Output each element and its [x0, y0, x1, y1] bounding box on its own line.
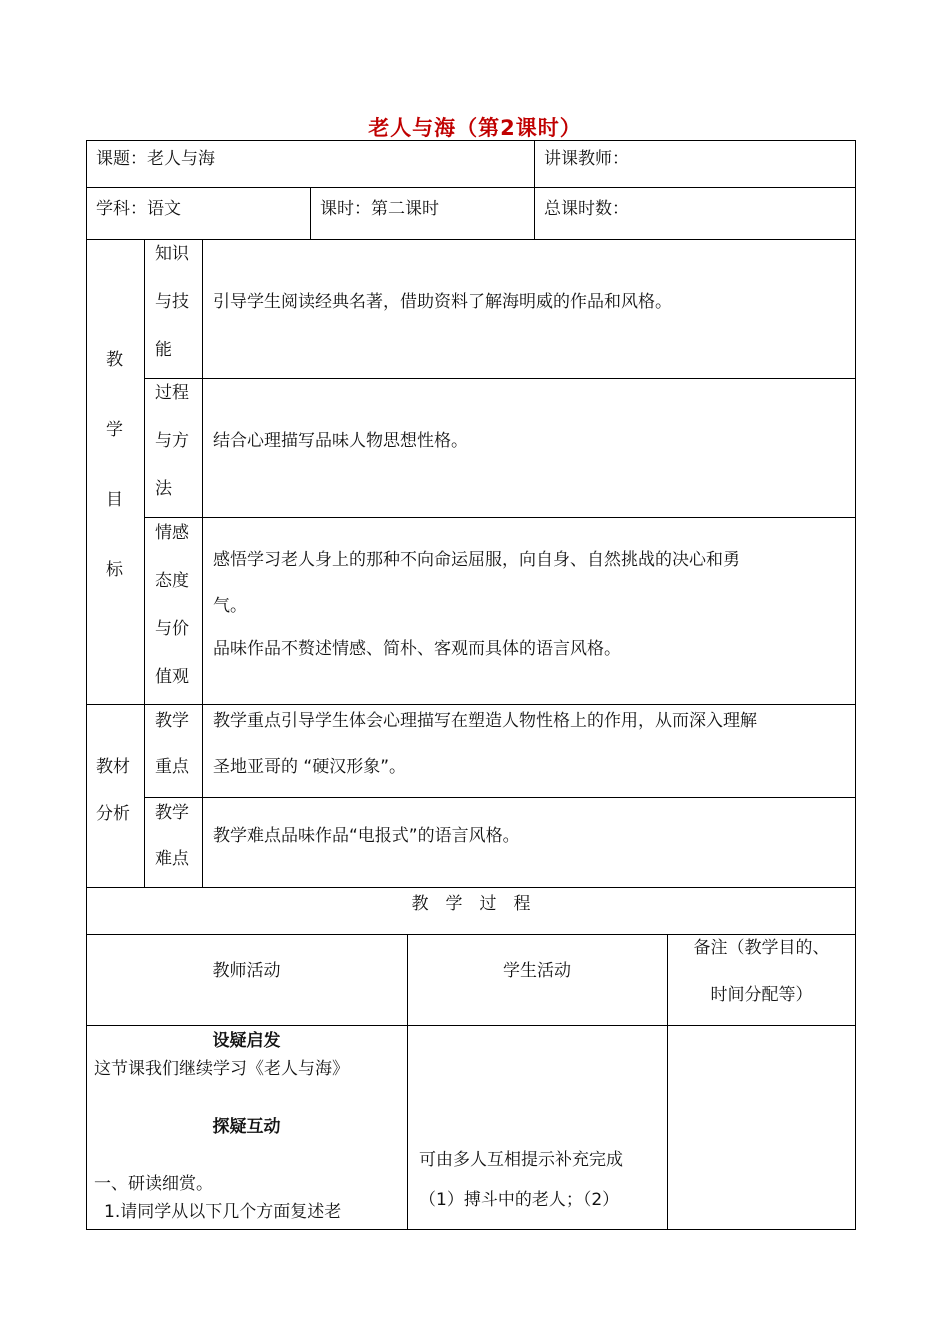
notes-header: 时间分配等）: [710, 985, 813, 1005]
page-title: 老人与海（第2课时）: [368, 116, 582, 140]
teacher-text: 一、研读细赏。: [94, 1174, 213, 1194]
difficulty-label: 教学: [155, 803, 189, 823]
key-point-text: 圣地亚哥的 “硬汉形象”。: [213, 757, 407, 777]
goal-label-emotion: 态度: [155, 571, 189, 591]
topic-cell: 课题：老人与海: [96, 149, 215, 169]
teacher-text: 1.请同学从以下几个方面复述老: [104, 1202, 342, 1222]
goal-label-process: 与方: [155, 431, 189, 451]
goal-label-emotion: 值观: [155, 667, 189, 687]
teacher-cell: 讲课教师：: [544, 149, 629, 169]
goals-label-char: 标: [106, 560, 123, 580]
key-point-text: 教学重点引导学生体会心理描写在塑造人物性格上的作用，从而深入理解: [213, 711, 757, 731]
student-text: （1）搏斗中的老人；（2）: [419, 1190, 620, 1210]
total-periods-cell: 总课时数：: [544, 199, 629, 219]
analysis-label: 分析: [96, 804, 130, 824]
goal-label-process: 过程: [155, 383, 189, 403]
student-text: 可由多人互相提示补充完成: [419, 1150, 623, 1170]
student-activity-header: 学生活动: [503, 961, 571, 981]
goal-label-knowledge: 知识: [155, 244, 189, 264]
key-point-label: 重点: [155, 757, 189, 777]
analysis-label: 教材: [96, 757, 130, 777]
difficulty-label: 难点: [155, 849, 189, 869]
section-title-explore: 探疑互动: [212, 1117, 281, 1137]
difficulty-text: 教学难点品味作品“电报式”的语言风格。: [213, 826, 520, 846]
period-cell: 课时：第二课时: [320, 199, 439, 219]
goal-text-process: 结合心理描写品味人物思想性格。: [213, 431, 468, 451]
goal-text-emotion: 品味作品不赘述情感、简朴、客观而具体的语言风格。: [213, 639, 621, 659]
goal-label-knowledge: 与技: [155, 292, 189, 312]
goal-label-knowledge: 能: [155, 340, 172, 360]
subject-cell: 学科：语文: [96, 199, 181, 219]
goals-label-char: 学: [106, 420, 123, 440]
teacher-text: 这节课我们继续学习《老人与海》: [94, 1059, 349, 1079]
goals-label-char: 目: [106, 490, 123, 510]
teacher-activity-header: 教师活动: [212, 961, 281, 981]
notes-header: 备注（教学目的、: [693, 938, 830, 958]
goal-label-process: 法: [155, 479, 172, 499]
goals-label-char: 教: [106, 350, 123, 370]
process-heading: 教 学 过 程: [411, 894, 531, 914]
key-point-label: 教学: [155, 711, 189, 731]
goal-text-knowledge: 引导学生阅读经典名著，借助资料了解海明威的作品和风格。: [213, 292, 672, 312]
goal-label-emotion: 情感: [155, 523, 189, 543]
lesson-plan-table: [86, 140, 856, 1230]
section-title-inspire: 设疑启发: [212, 1031, 281, 1051]
goal-label-emotion: 与价: [155, 619, 189, 639]
goal-text-emotion: 感悟学习老人身上的那种不向命运屈服，向自身、自然挑战的决心和勇: [213, 550, 740, 570]
goal-text-emotion: 气。: [213, 596, 247, 616]
